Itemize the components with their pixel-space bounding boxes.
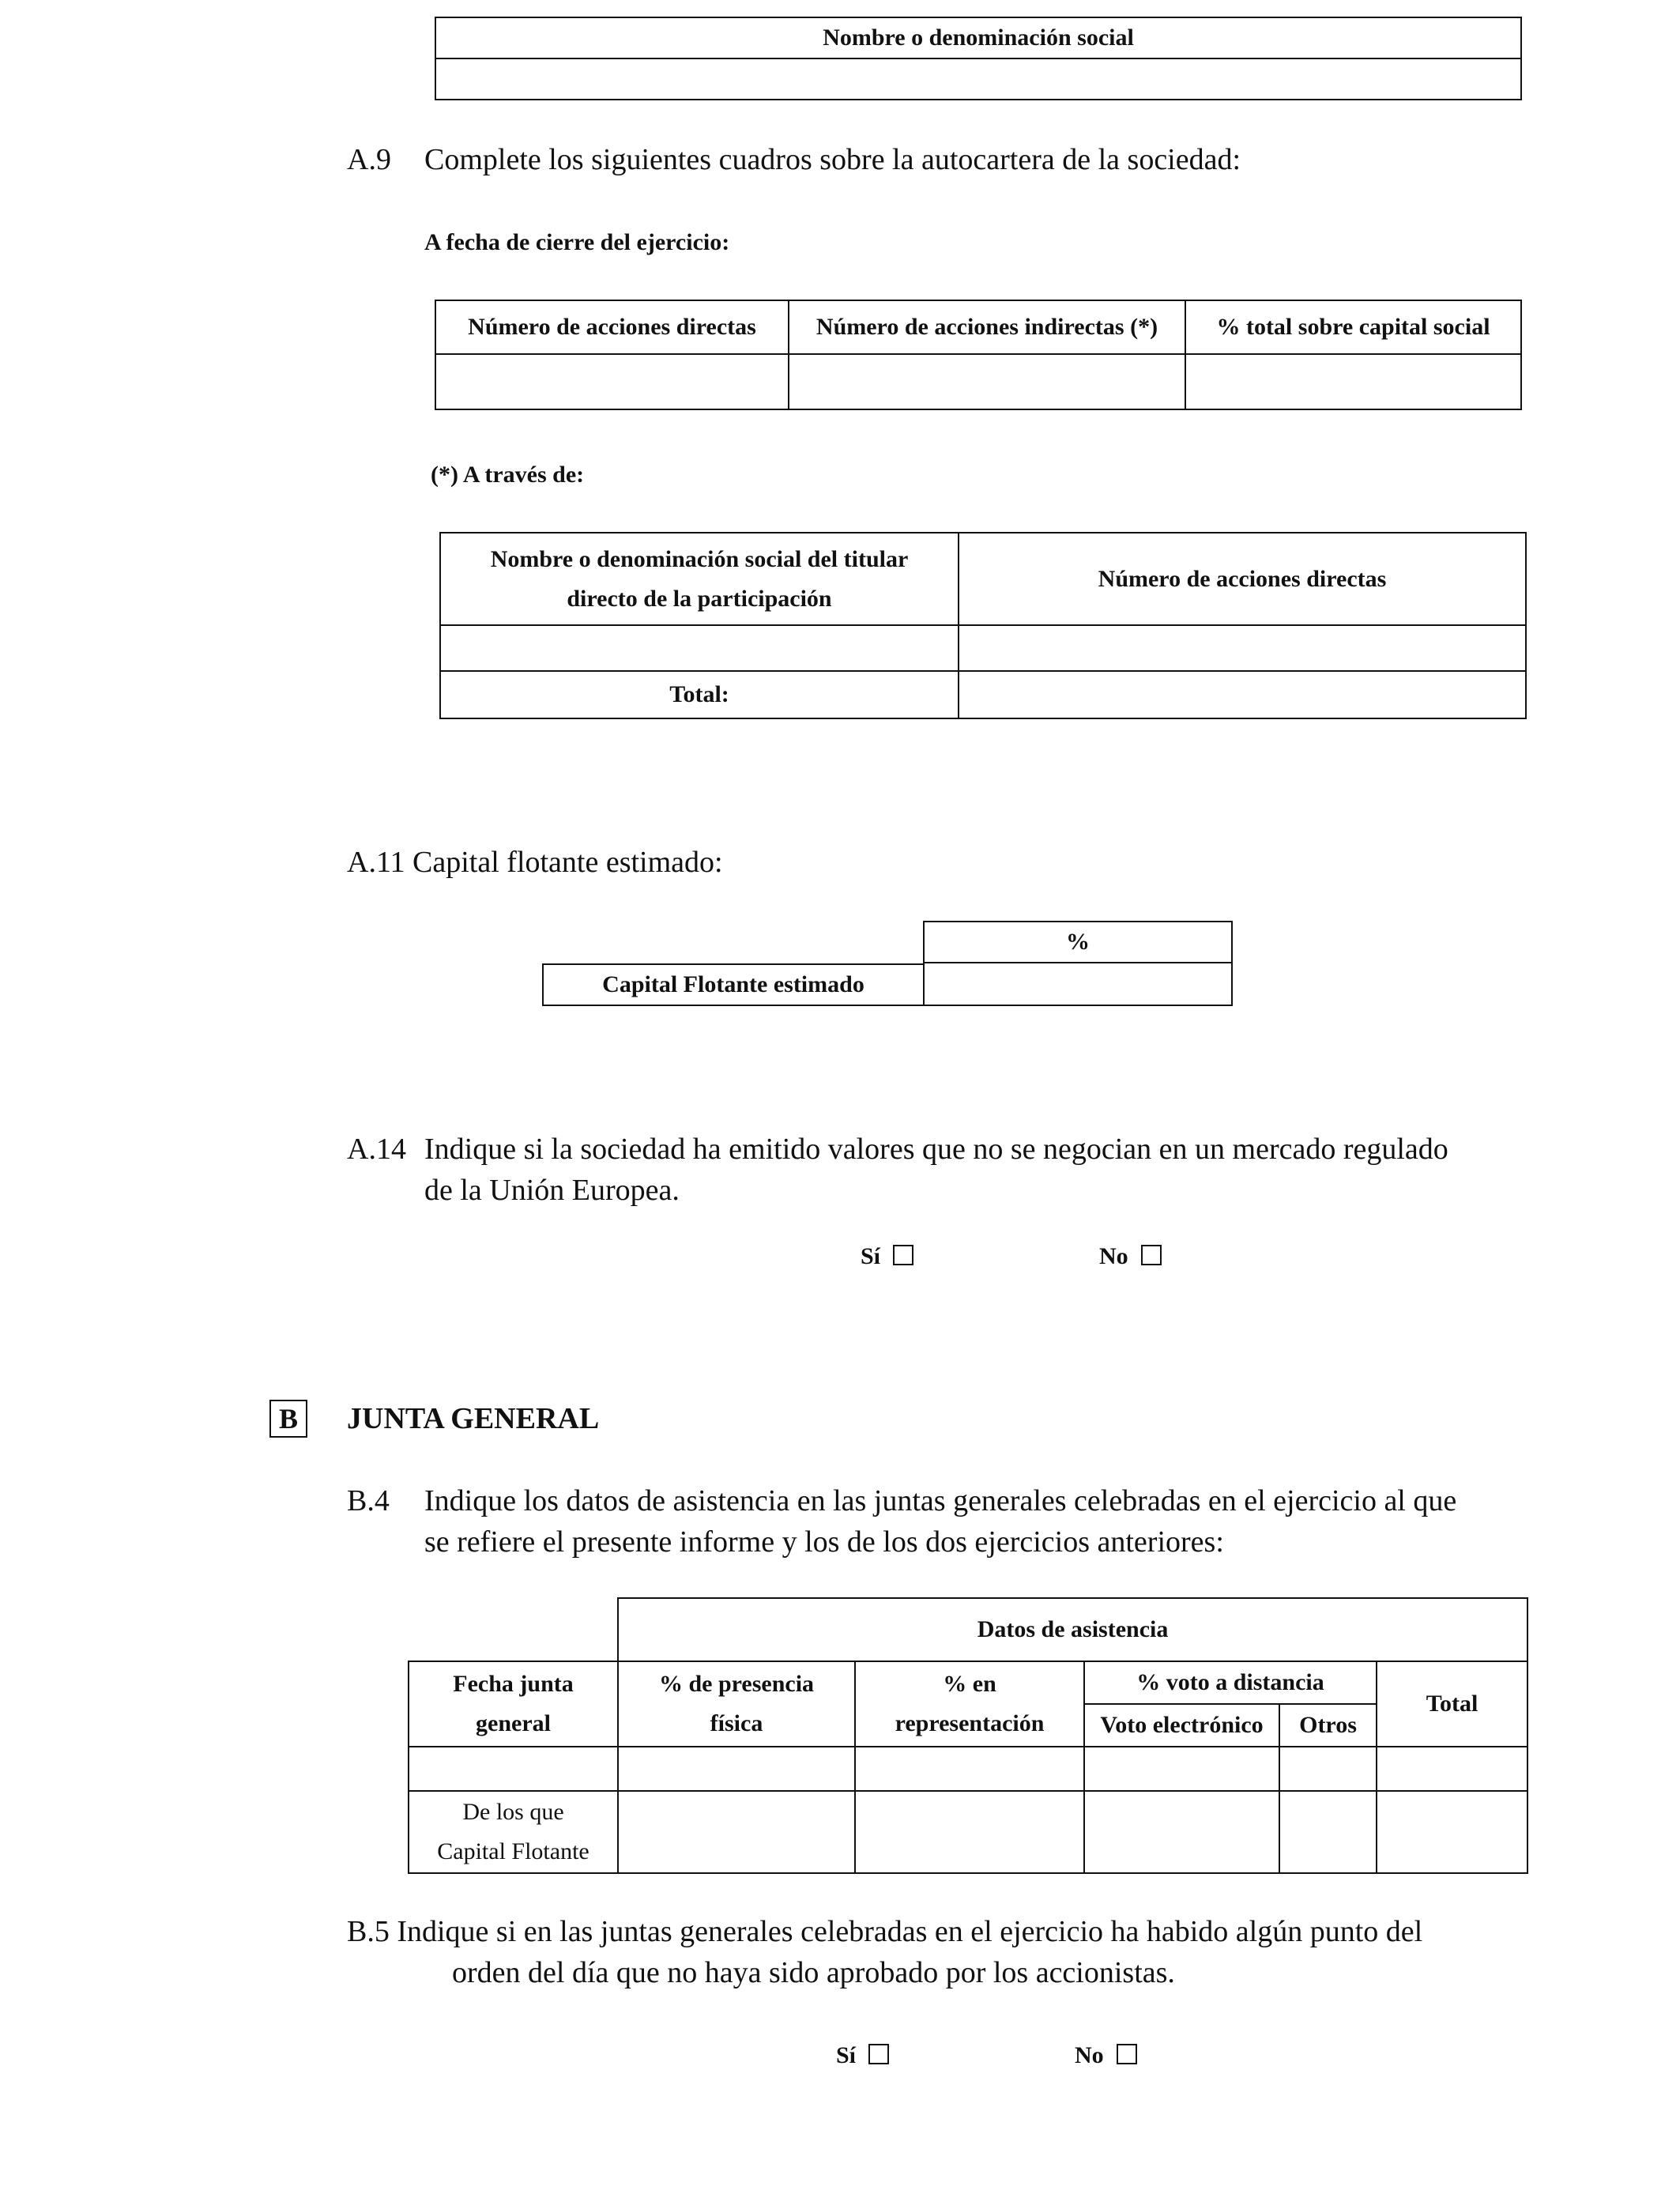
capital-flotante-pct-cell[interactable]	[923, 963, 1233, 1006]
fecha-junta-line1: Fecha junta	[453, 1671, 574, 1697]
total-capital-cell[interactable]	[1185, 354, 1521, 409]
row1-otros-cell[interactable]	[1279, 1747, 1377, 1791]
acciones-directas-cell[interactable]	[435, 354, 789, 409]
presencia-line1: % de presencia	[658, 1671, 815, 1697]
row2-label-line1: De los que	[462, 1799, 564, 1825]
capital-flotante-empty-corner	[542, 921, 923, 963]
b5-no-checkbox[interactable]	[1117, 2044, 1137, 2064]
a14-yes-label: Sí	[861, 1243, 881, 1269]
a14-no-checkbox[interactable]	[1141, 1245, 1162, 1265]
asistencia-empty-corner	[409, 1598, 618, 1661]
b5-question	[347, 1911, 1564, 1993]
fecha-junta-line2: general	[476, 1710, 551, 1736]
datos-asistencia-header: Datos de asistencia	[618, 1598, 1527, 1661]
titular-total-label: Total:	[440, 671, 959, 718]
a9-number: A.9	[347, 143, 391, 176]
row2-presencia-cell[interactable]	[618, 1791, 855, 1873]
titular-header-line2: directo de la participación	[567, 585, 832, 612]
titular-name-cell[interactable]	[440, 625, 959, 671]
acciones-indirectas-header: Número de acciones indirectas (*)	[789, 300, 1185, 354]
a9-note: (*) A través de:	[431, 462, 585, 488]
a14-text: Indique si la sociedad ha emitido valores que no se negocian en un mercado regulado	[424, 1133, 1448, 1166]
capital-flotante-table	[542, 921, 1233, 1006]
b4-number: B.4	[347, 1484, 390, 1517]
row1-repr-cell[interactable]	[855, 1747, 1084, 1791]
titular-header-line1: Nombre o denominación social del titular	[490, 545, 909, 572]
repr-line1: % en	[943, 1671, 996, 1697]
acciones-directas-header: Número de acciones directas	[435, 300, 789, 354]
voto-distancia-header: % voto a distancia	[1084, 1661, 1377, 1704]
total-capital-header: % total sobre capital social	[1185, 300, 1521, 354]
titular-header	[440, 533, 959, 625]
row1-electronico-cell[interactable]	[1084, 1747, 1279, 1791]
a14-line1	[347, 1129, 1548, 1170]
otros-header: Otros	[1279, 1704, 1377, 1747]
a14-no-label: No	[1099, 1243, 1128, 1269]
a14-question	[347, 1129, 1548, 1211]
b5-yes-label: Sí	[836, 2042, 857, 2068]
section-b-title: JUNTA GENERAL	[347, 1402, 600, 1435]
a9-question	[347, 139, 1532, 180]
b5-yes-option[interactable]	[836, 2042, 889, 2069]
titular-total-cell[interactable]	[959, 671, 1526, 718]
representacion-header	[855, 1661, 1084, 1747]
row2-label-line2: Capital Flotante	[437, 1838, 590, 1864]
row2-electronico-cell[interactable]	[1084, 1791, 1279, 1873]
titular-table	[439, 532, 1527, 719]
autocartera-table	[435, 300, 1522, 410]
row1-presencia-cell[interactable]	[618, 1747, 855, 1791]
acciones-indirectas-cell[interactable]	[789, 354, 1185, 409]
b5-line1: B.5 Indique si en las juntas generales celebradas en el ejercicio ha habido algún punto del	[347, 1915, 1423, 1948]
a9-subtitle: A fecha de cierre del ejercicio:	[424, 229, 730, 255]
row2-otros-cell[interactable]	[1279, 1791, 1377, 1873]
presencia-fisica-header	[618, 1661, 855, 1747]
fecha-junta-header	[409, 1661, 618, 1747]
a14-yes-option[interactable]	[861, 1243, 913, 1270]
a9-text: Complete los siguientes cuadros sobre la autocartera de la sociedad:	[424, 143, 1241, 176]
titular-acciones-header: Número de acciones directas	[959, 533, 1526, 625]
a14-number: A.14	[347, 1133, 406, 1166]
a11-question: A.11 Capital flotante estimado:	[347, 846, 723, 879]
capital-flotante-label: Capital Flotante estimado	[542, 963, 923, 1006]
repr-line2: representación	[895, 1710, 1045, 1736]
nombre-cell[interactable]	[435, 58, 1521, 100]
a14-no-option[interactable]	[1099, 1243, 1162, 1270]
asistencia-table	[408, 1597, 1528, 1874]
row1-total-cell[interactable]	[1377, 1747, 1527, 1791]
total-header: Total	[1377, 1661, 1527, 1747]
titular-acciones-cell[interactable]	[959, 625, 1526, 671]
b4-question	[347, 1480, 1548, 1563]
pct-header: %	[923, 921, 1233, 963]
a14-line2: de la Unión Europea.	[424, 1174, 680, 1207]
voto-electronico-header: Voto electrónico	[1084, 1704, 1279, 1747]
row2-label	[409, 1791, 618, 1873]
nombre-table	[435, 17, 1522, 100]
b5-yes-checkbox[interactable]	[868, 2044, 889, 2064]
a14-yes-checkbox[interactable]	[893, 1245, 913, 1265]
row2-repr-cell[interactable]	[855, 1791, 1084, 1873]
b4-line1	[347, 1480, 1548, 1521]
section-b-box: B	[269, 1400, 307, 1438]
b5-line2: orden del día que no haya sido aprobado por los accionistas.	[452, 1956, 1175, 1989]
b5-no-label: No	[1075, 2042, 1104, 2068]
row1-fecha-cell[interactable]	[409, 1747, 618, 1791]
b4-line2: se refiere el presente informe y los de los dos ejercicios anteriores:	[424, 1525, 1224, 1559]
nombre-header: Nombre o denominación social	[435, 17, 1521, 58]
presencia-line2: física	[710, 1710, 763, 1736]
b4-text: Indique los datos de asistencia en las juntas generales celebradas en el ejercicio al que	[424, 1484, 1457, 1517]
b5-no-option[interactable]	[1075, 2042, 1137, 2069]
row2-total-cell[interactable]	[1377, 1791, 1527, 1873]
